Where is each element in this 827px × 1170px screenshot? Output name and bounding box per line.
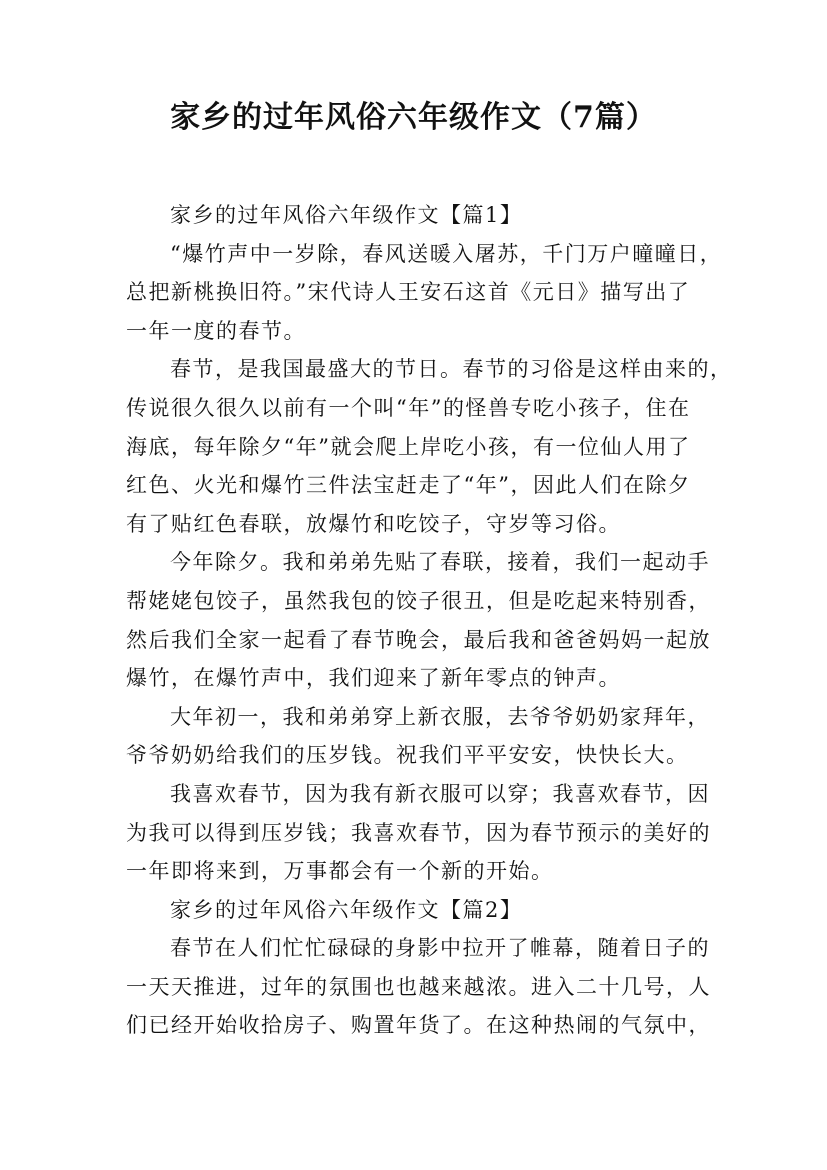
text-line: 家乡的过年风俗六年级作文【篇2】 (170, 897, 523, 922)
text-line: 红色、火光和爆竹三件法宝赶走了“年”，因此人们在除夕 (126, 473, 691, 498)
text-line: 有了贴红色春联，放爆竹和吃饺子，守岁等习俗。 (126, 511, 621, 536)
text-line: 传说很久很久以前有一个叫“年”的怪兽专吃小孩子，住在 (126, 395, 691, 420)
text-line: 一年即将来到，万事都会有一个新的开始。 (126, 859, 554, 884)
text-line: 为我可以得到压岁钱；我喜欢春节，因为春节预示的美好的 (126, 820, 711, 845)
text-line: 爆竹，在爆竹声中，我们迎来了新年零点的钟声。 (126, 666, 621, 691)
text-line: 大年初一，我和弟弟穿上新衣服，去爷爷奶奶家拜年， (170, 704, 710, 729)
text-line: 今年除夕。我和弟弟先贴了春联，接着，我们一起动手 (170, 550, 710, 575)
text-line: 海底，每年除夕“年”就会爬上岸吃小孩，有一位仙人用了 (126, 434, 691, 459)
text-line: 一天天推进，过年的氛围也也越来越浓。进入二十几号，人 (126, 974, 711, 999)
text-line: 然后我们全家一起看了春节晚会，最后我和爸爸妈妈一起放 (126, 627, 711, 652)
document-title: 家乡的过年风俗六年级作文（7篇） (170, 100, 657, 135)
text-line: 爷爷奶奶给我们的压岁钱。祝我们平平安安，快快长大。 (126, 743, 689, 768)
text-line: “爆竹声中一岁除，春风送暖入屠苏，千门万户曈曈日， (170, 241, 723, 266)
text-line: 一年一度的春节。 (126, 318, 306, 343)
text-line: 春节，是我国最盛大的节日。春节的习俗是这样由来的， (170, 357, 733, 382)
document-body (126, 196, 733, 1045)
text-line: 总把新桃换旧符。”宋代诗人王安石这首《元日》描写出了 (126, 280, 691, 305)
text-line: 们已经开始收拾房子、购置年货了。在这种热闹的气氛中， (126, 1013, 711, 1038)
text-line: 家乡的过年风俗六年级作文【篇1】 (170, 203, 523, 227)
text-line: 帮姥姥包饺子，虽然我包的饺子很丑，但是吃起来特别香， (126, 588, 711, 613)
text-line: 我喜欢春节，因为我有新衣服可以穿；我喜欢春节，因 (170, 781, 710, 806)
text-line: 春节在人们忙忙碌碌的身影中拉开了帷幕，随着日子的 (170, 936, 710, 961)
